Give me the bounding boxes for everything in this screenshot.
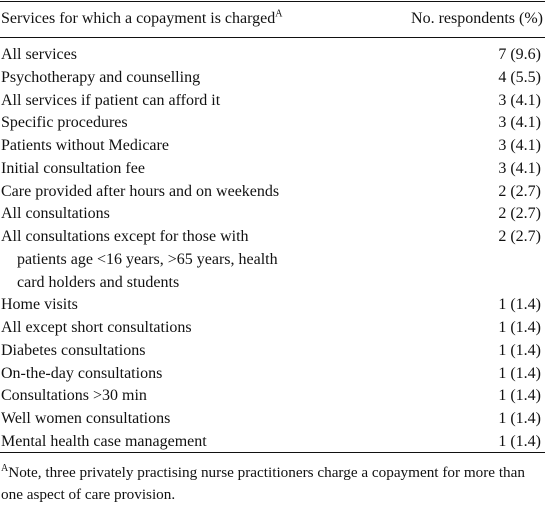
table-row [0,67,547,90]
table-row [0,44,547,67]
service-cell [0,431,331,454]
table-row [0,294,547,317]
table-row [0,90,547,113]
respondents-cell: 1 (1.4) [498,432,541,450]
respondents-cell: 1 (1.4) [498,387,541,405]
table-row [0,431,547,454]
service-text: Patients without Medicare [1,137,169,154]
table-row [0,158,547,181]
service-cell [0,44,331,67]
table-row [0,385,547,408]
service-cell [0,294,331,317]
footnote-text: Note, three privately practising nurse practitioners charge a copayment for more than one aspect of care provision. [1,464,525,503]
respondents-cell: 1 (1.4) [498,364,541,382]
respondents-cell: 7 (9.6) [498,46,541,63]
respondents-cell: 4 (5.5) [498,68,541,86]
service-text-continuation: card holders and students [17,273,180,291]
table-row [0,340,547,363]
respondents-cell: 2 (2.7) [498,205,541,223]
table-bottom-rule [0,452,545,453]
service-text: All consultations [1,205,110,223]
service-cell [0,135,331,158]
table-row [0,408,547,431]
service-text: All services [1,46,77,63]
respondents-cell: 3 (4.1) [498,159,541,177]
header-services-label: Services for which a copayment is charged [1,10,276,27]
table-row [0,181,547,204]
header-services [1,9,283,29]
respondents-cell: 2 (2.7) [498,182,541,200]
table-row [0,226,547,294]
service-cell [0,90,331,113]
respondents-cell: 3 (4.1) [498,137,541,154]
table-row [0,112,547,135]
service-text: Specific procedures [1,114,128,132]
service-cell [0,203,331,226]
table-footnote [1,462,541,506]
respondents-cell: 1 (1.4) [498,410,541,427]
respondents-cell: 1 (1.4) [498,296,541,314]
table-row [0,317,547,340]
service-text: All consultations except for those with [1,228,249,245]
service-text: On-the-day consultations [1,364,163,382]
respondents-cell: 1 (1.4) [498,341,541,359]
header-footnote-marker: A [275,8,283,20]
service-text: Well women consultations [1,410,171,427]
service-cell [0,112,331,135]
respondents-cell: 3 (4.1) [498,91,541,109]
respondents-cell: 3 (4.1) [498,114,541,132]
service-text: Consultations >30 min [1,387,147,405]
service-text-continuation: patients age <16 years, >65 years, health [17,250,278,268]
header-respondents: No. respondents (%) [411,10,543,27]
service-cell [0,317,331,340]
service-cell [0,363,331,386]
service-cell [0,226,331,294]
respondents-cell: 2 (2.7) [498,228,541,245]
service-cell [0,385,331,408]
service-text: Home visits [1,296,78,314]
service-cell [0,340,331,363]
table-row [0,203,547,226]
service-cell [0,408,331,431]
footnote-marker: A [1,462,9,474]
service-cell [0,67,331,90]
service-text: All services if patient can afford it [1,91,221,109]
service-text: Care provided after hours and on weekends [1,182,280,200]
respondents-cell: 1 (1.4) [498,319,541,336]
service-text: Diabetes consultations [1,341,146,359]
service-text: Initial consultation fee [1,159,145,177]
service-cell [0,158,331,181]
table-header-rule [0,37,545,38]
table-top-rule [0,1,545,2]
service-text: All except short consultations [1,319,192,336]
service-cell [0,181,331,204]
table-row [0,135,547,158]
table-body [0,44,547,454]
service-text: Mental health case management [1,432,207,450]
service-text: Psychotherapy and counselling [1,68,201,86]
table-row [0,363,547,386]
